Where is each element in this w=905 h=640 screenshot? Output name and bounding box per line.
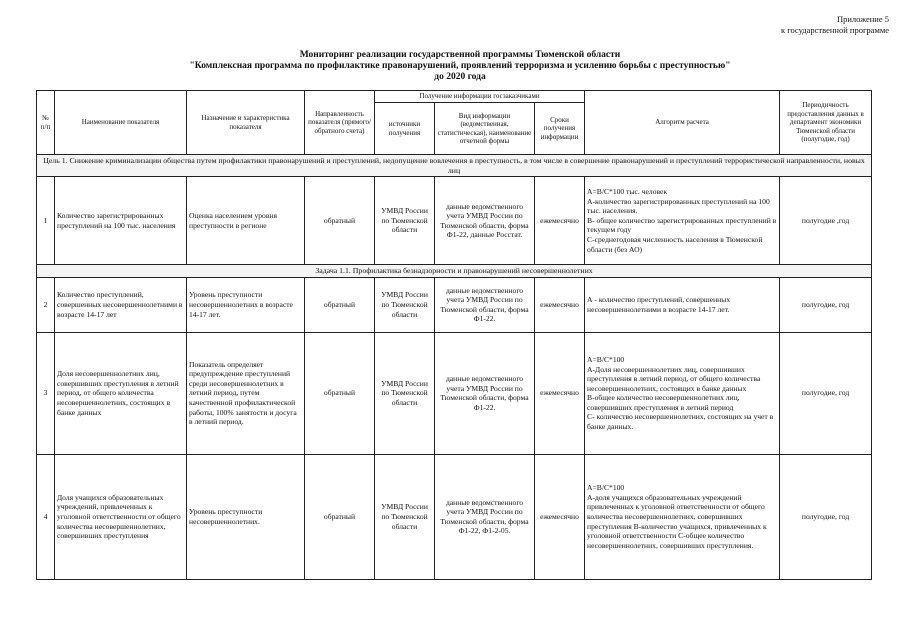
- title-line-3: до 2020 года: [434, 72, 486, 82]
- table-row: [37, 277, 872, 332]
- row-2-period: полугодие, год: [780, 277, 872, 332]
- row-3-algorithm-line: А-Доля несовершеннолетних лиц, совершивших преступления в летний период, от общего количества несовершеннолетних, состоящих в банке данных: [587, 364, 761, 393]
- row-2-num: 2: [37, 277, 55, 332]
- row-4-purpose: Уровень преступности несовершеннолетних.: [187, 454, 305, 579]
- document-title: [150, 50, 770, 83]
- header-obtaining: Получение информации госзаказчиками: [375, 91, 585, 103]
- row-3-purpose: Показатель определяет предупреждение преступлений среди несовершеннолетних в летний период, путем качественной профилактической работы, 100% занятости и досуга в летний период.: [187, 332, 305, 454]
- row-1-algorithm-line: В- общее количество зарегистрированных преступлений в текущем году: [587, 215, 777, 235]
- row-2-indicator: Количество преступлений, совершенных несовершеннолетними в возрасте 14-17 лет: [55, 277, 187, 332]
- row-4-num: 4: [37, 454, 55, 579]
- row-2-term: ежемесячно: [535, 277, 585, 332]
- row-4-algorithm-line: А=В/С*100: [587, 483, 625, 493]
- row-1-source: УМВД России по Тюменской области: [375, 177, 435, 265]
- row-2-info: данные ведомственного учета УМВД России по Тюменской области, форма Ф1-22.: [435, 277, 535, 332]
- appendix-label: [781, 14, 889, 36]
- row-3-term: ежемесячно: [535, 332, 585, 454]
- row-1-period: полугодие ,год: [780, 177, 872, 265]
- title-line-2: "Комплексная программа по профилактике правонарушений, проявлений терроризма и усилению борьбы с преступностью": [189, 61, 731, 71]
- table-row: [37, 454, 872, 579]
- row-1-term: ежемесячно: [535, 177, 585, 265]
- row-4-source: УМВД России по Тюменской области: [375, 454, 435, 579]
- goal-1-row: Цель 1. Снижение криминализации общества путем профилактики правонарушений и преступлений, недопущение вовлечения в преступность, в том числе в совершение правонарушений и преступлений террористической направленности, новых лиц: [37, 155, 872, 177]
- appendix-line-1: Приложение 5: [837, 14, 889, 24]
- row-1-info: данные ведомственного учета УМВД России по Тюменской области, форма Ф1-22, данные Росстат.: [435, 177, 535, 265]
- header-direction: Направленность показателя (прямого/обратного счета): [305, 91, 375, 155]
- table-row: [37, 177, 872, 265]
- header-terms: Сроки получения информации: [535, 103, 585, 155]
- header-algorithm: Алгоритм расчета: [585, 91, 780, 155]
- row-2-source: УМВД России по Тюменской области: [375, 277, 435, 332]
- row-1-num: 1: [37, 177, 55, 265]
- row-4-direction: обратный: [305, 454, 375, 579]
- monitoring-table: [36, 90, 872, 580]
- header-indicator: Наименование показателя: [55, 91, 187, 155]
- row-2-algorithm-line: А - количество преступлений, совершенных несовершеннолетними в возрасте 14-17 лет.: [587, 295, 731, 314]
- header-periodicity: Периодичность предоставления данных в департамент экономики Тюменской области (полугодие, год): [780, 91, 872, 155]
- appendix-line-2: к государственной программе: [780, 25, 889, 35]
- row-1-algorithm-line: С-среднегодовая численность населения в Тюменской области (без АО): [587, 235, 763, 254]
- row-3-indicator: Доля несовершеннолетних лиц, совершивших преступления в летний период, от общего количества несовершеннолетних, состоящих в банке данных: [55, 332, 187, 454]
- table-row: [37, 332, 872, 454]
- row-1-purpose: Оценка населением уровня преступности в регионе: [187, 177, 305, 265]
- header-sources: источники получения: [375, 103, 435, 155]
- row-4-indicator: Доля учащихся образовательных учреждений, привлеченных к уголовной ответственности от общего количества несовершеннолетних, совершивших преступления: [55, 454, 187, 579]
- row-4-algorithm: [585, 454, 780, 579]
- row-3-algorithm-line: В-общее количество несовершеннолетних лиц, совершивших преступления в летний период: [587, 393, 740, 412]
- row-1-algorithm-line: А-количество зарегистрированных преступлений на 100 тыс. населения.: [587, 196, 770, 216]
- row-2-algorithm: [585, 277, 780, 332]
- row-4-term: ежемесячно: [535, 454, 585, 579]
- row-1-algorithm: [585, 177, 780, 265]
- title-line-1: Мониторинг реализации государственной программы Тюменской области: [299, 50, 621, 60]
- row-1-algorithm-line: А=В/С*100 тыс. человек: [587, 187, 668, 197]
- row-4-algorithm-line: А-доля учащихся образовательных учреждений привлеченных к уголовной ответственности от общего количества несовершеннолетних, совершивших преступления В-количество учащихся, привлеченных к уголовной ответственности С-общее количество несовершеннолетних, совершивших преступления.: [587, 492, 767, 550]
- row-1-direction: обратный: [305, 177, 375, 265]
- row-2-purpose: Уровень преступности несовершеннолетних в возрасте 14-17 лет.: [187, 277, 305, 332]
- task-1-1-row: Задача 1.1. Профилактика безнадзорности и правонарушений несовершеннолетних: [37, 265, 872, 278]
- header-num: № п/п: [37, 91, 55, 155]
- row-3-algorithm: [585, 332, 780, 454]
- row-2-direction: обратный: [305, 277, 375, 332]
- row-4-period: полугодие, год: [780, 454, 872, 579]
- row-1-indicator: Количество зарегистрированных преступлений на 100 тыс. населения: [55, 177, 187, 265]
- header-info-type: Вид информации (ведомственная, статистическая), наименование отчетной формы: [435, 103, 535, 155]
- row-4-info: данные ведомственного учета УМВД России по Тюменской области, форма Ф1-22, Ф1-2-05.: [435, 454, 535, 579]
- row-3-direction: обратный: [305, 332, 375, 454]
- header-purpose: Назначение и характеристика показателя: [187, 91, 305, 155]
- row-3-num: 3: [37, 332, 55, 454]
- row-3-info: данные ведомственного учета УМВД России по Тюменской области, форма Ф1-22.: [435, 332, 535, 454]
- row-3-algorithm-line: А=В/С*100: [587, 354, 625, 364]
- row-3-algorithm-line: С- количество несовершеннолетних, состоящих на учет в банке данных.: [587, 412, 774, 432]
- row-3-period: полугодие, год: [780, 332, 872, 454]
- row-3-source: УМВД России по Тюменской области: [375, 332, 435, 454]
